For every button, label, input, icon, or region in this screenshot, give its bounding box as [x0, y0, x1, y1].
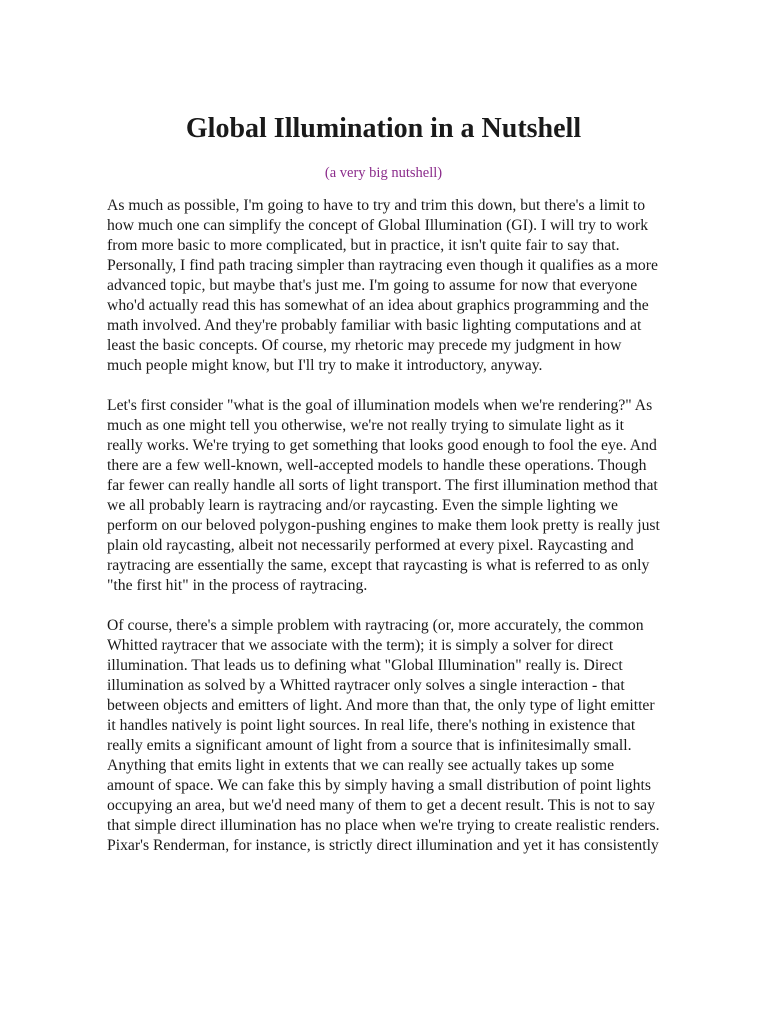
- document-body: [107, 196, 660, 856]
- document-title: Global Illumination in a Nutshell: [185, 113, 582, 144]
- paragraph-3: Of course, there's a simple problem with raytracing (or, more accurately, the common Whitted raytracer that we associate with the term); it is simply a solver for direct illumination. That leads us to defining what "Global Illumination" really is. Direct illumination as solved by a Whitted raytracer only solves a single interaction - that between objects and emitters of light. And more than that, the only type of light emitter it handles natively is point light sources. In real life, there's nothing in existence that really emits a significant amount of light from a source that is infinitesimally small. Anything that emits light in extents that we can really see actually takes up some amount of space. We can fake this by simply having a small distribution of point lights occupying an area, but we'd need many of them to get a decent result. This is not to say that simple direct illumination has no place when we're trying to create realistic renders. Pixar's Renderman, for instance, is strictly direct illumination and yet it has consistently: [107, 617, 660, 854]
- paragraph-1: As much as possible, I'm going to have to try and trim this down, but there's a limit to how much one can simplify the concept of Global Illumination (GI). I will try to work from more basic to more complicated, but in practice, it isn't quite fair to say that. Personally, I find path tracing simpler than raytracing even though it qualifies as a more advanced topic, but maybe that's just me. I'm going to assume for now that everyone who'd actually read this has somewhat of an idea about graphics programming and the math involved. And they're probably familiar with basic lighting computations and at least the basic concepts. Of course, my rhetoric may precede my judgment in how much people might know, but I'll try to make it introductory, anyway.: [107, 197, 658, 374]
- document-subtitle: (a very big nutshell): [324, 165, 443, 181]
- paragraph-2: Let's first consider "what is the goal of illumination models when we're rendering?" As much as one might tell you otherwise, we're not really trying to simulate light as it really works. We're trying to get something that looks good enough to fool the eye. And there are a few well-known, well-accepted models to handle these operations. Though far fewer can really handle all sorts of light transport. The first illumination method that we all probably learn is raytracing and/or raycasting. Even the simple lighting we perform on our beloved polygon-pushing engines to make them look pretty is really just plain old raycasting, albeit not necessarily performed at every pixel. Raycasting and raytracing are essentially the same, except that raycasting is what is referred to as only "the first hit" in the process of raytracing.: [107, 397, 660, 594]
